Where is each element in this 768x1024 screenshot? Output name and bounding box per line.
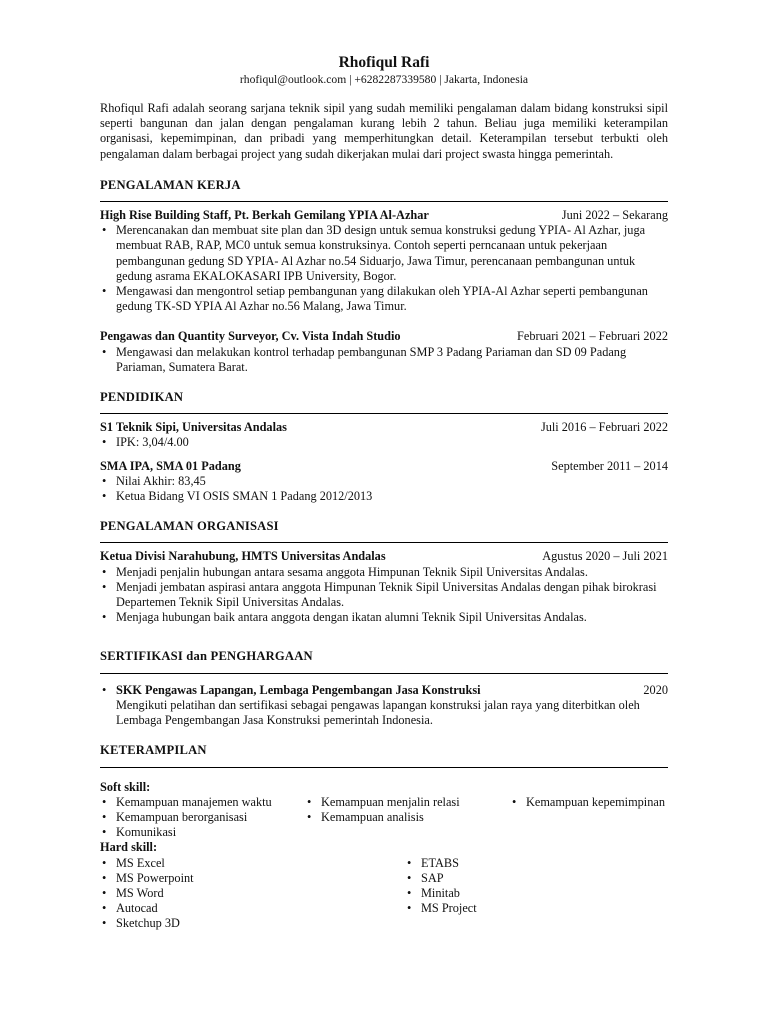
experience-role: Pengawas dan Quantity Surveyor, Cv. Vista Indah Studio <box>100 329 401 344</box>
hard-skill-column <box>405 856 605 932</box>
list-item: • Ketua Bidang VI OSIS SMAN 1 Padang 2012/2013 <box>100 489 668 504</box>
education-date: Juli 2016 – Februari 2022 <box>540 420 668 435</box>
certification-description: Mengikuti pelatihan dan sertifikasi sebagai pengawas lapangan konstruksi jalan raya yang diterbitkan oleh Lembaga Pengembangan Jasa Konstruksi pemerintah Indonesia. <box>116 697 640 728</box>
section-divider <box>100 413 668 414</box>
section-title-experience: PENGALAMAN KERJA <box>100 177 241 192</box>
section-title-education: PENDIDIKAN <box>100 390 184 405</box>
soft-skill-column <box>510 795 670 841</box>
list-item: • SAP <box>405 871 605 886</box>
experience-date: Juni 2022 – Sekarang <box>561 208 668 223</box>
list-item: • Mengawasi dan melakukan kontrol terhadap pembangunan SMP 3 Padang Pariaman dan SD 09 Padang Pariaman, Sumatera Barat. <box>100 345 668 375</box>
resume-name: Rhofiqul Rafi <box>338 54 430 71</box>
experience-bullets <box>100 223 668 314</box>
section-title-skills: KETERAMPILAN <box>100 743 207 758</box>
section-divider <box>100 767 668 768</box>
certification-date: 2020 <box>643 682 668 697</box>
experience-bullets <box>100 345 668 375</box>
summary-paragraph: Rhofiqul Rafi adalah seorang sarjana teknik sipil yang sudah memiliki pengalaman dalam bidang konstruksi sipil seperti bangunan dan jalan dengan pengalaman kurang lebih 2 tahun. Beliau juga memiliki keterampilan organisasi, kepemimpinan, dan pribadi yang memperhitungkan detail. Keterampilan tersebut terbukti oleh pengalaman dalam berbagai project yang sudah dikerjakan mulai dari project swasta hingga pemerintah. <box>100 101 668 161</box>
list-item: • Sketchup 3D <box>100 916 405 931</box>
hard-skill-grid <box>100 856 668 932</box>
certification-entry-header <box>100 683 668 698</box>
list-item: • MS Excel <box>100 856 405 871</box>
section-title-certification: SERTIFIKASI dan PENGHARGAAN <box>100 649 313 664</box>
list-item: • Nilai Akhir: 83,45 <box>100 474 668 489</box>
experience-entry-header <box>100 208 668 223</box>
education-school: S1 Teknik Sipi, Universitas Andalas <box>100 420 287 435</box>
list-item: • Menjadi jembatan aspirasi antara anggota Himpunan Teknik Sipil Universitas Andalas dengan pihak birokrasi Departemen Teknik Sipil Universitas Andalas. <box>100 580 668 610</box>
list-item: • Kemampuan menjalin relasi <box>305 795 510 810</box>
list-item: • MS Word <box>100 886 405 901</box>
organization-entry-header <box>100 549 668 564</box>
list-item: • MS Powerpoint <box>100 871 405 886</box>
education-bullets <box>100 435 668 450</box>
list-item: • Kemampuan analisis <box>305 810 510 825</box>
organization-bullets <box>100 565 668 626</box>
education-date: September 2011 – 2014 <box>551 458 668 473</box>
list-item: • Kemampuan manajemen waktu <box>100 795 305 810</box>
list-item: • Menjaga hubungan baik antara anggota dengan ikatan alumni Teknik Sipil Universitas Andalas. <box>100 610 668 625</box>
list-item: • MS Project <box>405 901 605 916</box>
list-item: • Kemampuan berorganisasi <box>100 810 305 825</box>
education-bullets <box>100 474 668 504</box>
soft-skill-column <box>305 795 510 841</box>
experience-role: High Rise Building Staff, Pt. Berkah Gemilang YPIA Al-Azhar <box>100 208 429 223</box>
list-item: • Menjadi penjalin hubungan antara sesama anggota Himpunan Teknik Sipil Universitas Andalas. <box>100 565 668 580</box>
list-item: • IPK: 3,04/4.00 <box>100 435 668 450</box>
certification-name: • SKK Pengawas Lapangan, Lembaga Pengembangan Jasa Konstruksi <box>116 682 481 697</box>
list-item: • Minitab <box>405 886 605 901</box>
organization-role: Ketua Divisi Narahubung, HMTS Universitas Andalas <box>100 549 386 564</box>
soft-skill-column <box>100 795 305 841</box>
education-entry-header <box>100 420 668 435</box>
organization-date: Agustus 2020 – Juli 2021 <box>542 549 668 564</box>
hard-skill-label: Hard skill: <box>100 840 158 855</box>
list-item: • ETABS <box>405 856 605 871</box>
section-divider <box>100 673 668 674</box>
soft-skill-label: Soft skill: <box>100 779 151 794</box>
education-school: SMA IPA, SMA 01 Padang <box>100 458 241 473</box>
list-item: • Mengawasi dan mengontrol setiap pembangunan yang dilakukan oleh YPIA-Al Azhar seperti pembangunan gedung TK-SD YPIA Al Azhar no.56 Malang, Jawa Timur. <box>100 284 668 314</box>
contact-line: rhofiqul@outlook.com | +6282287339580 | Jakarta, Indonesia <box>239 73 529 86</box>
list-item: • Merencanakan dan membuat site plan dan 3D design untuk semua konstruksi gedung YPIA- Al Azhar, juga membuat RAB, RAP, MC0 untuk semua konstruksinya. Contoh seperti perncanaan untuk pekerjaan pembangunan gedung SD YPIA- Al Azhar no.54 Siduarjo, Jawa Timur, perencanaan pembangunan untuk gedung asrama EKALOKASARI IPB University, Bogor. <box>100 223 668 284</box>
list-item: • Komunikasi <box>100 825 305 840</box>
list-item: • Kemampuan kepemimpinan <box>510 795 670 810</box>
section-divider <box>100 201 668 202</box>
soft-skill-grid <box>100 795 668 841</box>
section-title-organization: PENGALAMAN ORGANISASI <box>100 519 279 534</box>
education-entry-header <box>100 459 668 474</box>
hard-skill-column <box>100 856 405 932</box>
list-item: • Autocad <box>100 901 405 916</box>
section-divider <box>100 542 668 543</box>
experience-entry-header <box>100 329 668 344</box>
experience-date: Februari 2021 – Februari 2022 <box>517 329 668 344</box>
